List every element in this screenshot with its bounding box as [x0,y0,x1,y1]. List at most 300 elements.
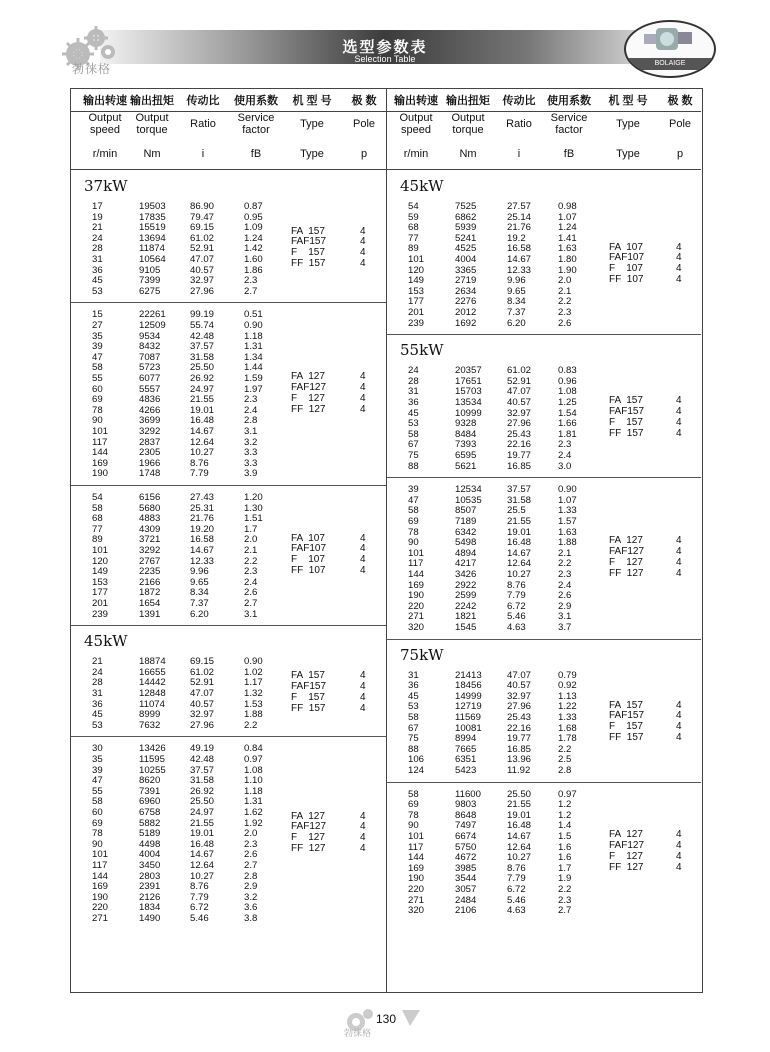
cell: 18874 [139,656,166,668]
cell: 26.92 [190,373,215,384]
cell: 1.51 [244,513,263,525]
cell: 9.96 [190,566,209,578]
cell: 58 [408,505,419,517]
cell: 45 [408,690,419,702]
cell: 9.65 [507,285,526,297]
type-label: FAF157 [291,681,327,693]
cell: 8484 [455,428,477,440]
cell: 2.6 [558,317,572,329]
cell: 2166 [139,576,161,588]
cell: 55 [92,373,103,384]
pole-block [360,372,366,415]
cell: 53 [408,418,419,430]
cell: 1.80 [558,254,577,265]
cell: 2.7 [244,860,258,871]
pole-value: 4 [360,247,366,259]
cell: 27.96 [507,418,532,430]
cell: 2.4 [244,404,258,416]
cell: 58 [92,362,103,374]
cell: 12848 [139,688,166,699]
cell: 10999 [455,407,482,419]
cell: 2.3 [244,838,258,850]
cell: 1748 [139,468,161,480]
cell: 4004 [139,849,161,861]
cell: 78 [408,809,419,821]
column-header [662,93,698,163]
cell: 2.5 [558,754,572,766]
cell: 2.1 [244,545,258,556]
cell: 7665 [455,743,477,755]
cell: 31 [92,254,103,265]
cell: 9.65 [190,576,209,588]
pole-value: 4 [360,381,366,393]
cell: 190 [408,873,425,885]
cell: 77 [92,523,103,535]
cell: 12.64 [190,436,215,448]
cell: 4672 [455,852,477,864]
column-header-unit: fB [563,148,575,160]
cell: 16.48 [507,820,532,832]
cell: 2.7 [558,905,572,917]
cell: 31.58 [190,351,215,363]
type-block [609,396,644,439]
header-separator [71,169,701,170]
pole-block [676,830,682,873]
cell: 6275 [139,285,161,297]
cell: 1.34 [244,351,263,363]
cell: 21.55 [190,394,215,406]
cell: 1545 [455,622,477,633]
cell: 27.57 [507,201,532,212]
cell: 52.91 [190,243,215,255]
column-header-cn: 传动比 [186,95,220,107]
cell: 19.77 [507,733,532,745]
cell: 1.54 [558,407,577,419]
cell: 3.6 [244,902,258,914]
cell: 24 [408,365,419,377]
cell: 2.0 [244,534,258,546]
cell: 5750 [455,841,477,853]
cell: 47.07 [190,688,215,699]
cell: 169 [92,457,109,469]
cell: 47.07 [190,254,215,265]
type-label: FA 127 [291,371,325,383]
cell: 10.27 [507,852,532,864]
cell: 1.10 [244,775,263,787]
type-label: F 127 [291,832,325,844]
cell: 40.57 [190,698,215,710]
cell: 2.1 [558,285,572,297]
cell: 117 [408,558,424,570]
cell: 11595 [139,754,165,765]
type-label: FAF127 [291,381,327,393]
cell: 7.79 [190,891,209,903]
cell: 8.76 [190,881,209,893]
cell: 5.46 [507,894,526,906]
cell: 54 [408,201,419,212]
cell: 8999 [139,709,161,721]
cell: 19.01 [190,404,215,416]
cell: 90 [92,838,103,850]
pole-value: 4 [676,546,682,558]
cell: 11600 [455,788,481,800]
cell: 19503 [139,201,166,212]
cell: 99.19 [190,309,215,321]
cell: 24 [92,232,103,244]
type-label: FAF127 [291,821,327,833]
cell: 101 [92,545,109,556]
cell: 3292 [139,545,161,556]
cell: 27.43 [190,492,215,503]
cell: 1.41 [558,232,577,244]
type-block [291,227,326,270]
cell: 2391 [139,881,161,893]
cell: 14.67 [507,547,532,559]
group-separator [387,639,701,640]
cell: 13534 [455,397,482,408]
cell: 120 [92,555,109,567]
cell: 201 [92,598,109,609]
type-block [609,536,644,579]
cell: 1.24 [558,222,577,234]
column-header [497,93,541,163]
cell: 1490 [139,913,161,924]
cell: 5557 [139,383,161,395]
cell: 220 [92,902,109,914]
cell: 2.0 [558,275,572,287]
cell: 2305 [139,447,161,459]
cell: 36 [92,698,103,710]
cell: 37.57 [507,484,532,496]
column-header-unit: p [360,148,368,160]
cell: 36 [408,397,419,408]
cell: 149 [92,566,109,578]
cell: 220 [408,600,425,612]
cell: 36 [92,264,103,276]
column-header-unit: Type [616,148,640,160]
cell: 31.58 [190,775,215,787]
cell: 9105 [139,264,161,276]
cell: 1.63 [558,526,577,538]
pole-block [360,534,366,577]
column-header-en: Pole [668,118,692,130]
pole-value: 4 [676,556,682,568]
cell: 2.2 [558,884,572,895]
cell: 88 [408,460,419,472]
cell: 31.58 [507,494,532,506]
cell: 61.02 [507,365,532,377]
cell: 1966 [139,457,161,469]
cell: 19.2 [507,232,526,244]
cell: 144 [408,852,425,864]
cell: 117 [92,860,108,871]
cell: 4894 [455,547,477,559]
cell: 6862 [455,211,477,223]
cell: 25.50 [190,362,215,374]
cell: 47 [92,351,103,363]
cell: 2.3 [558,894,572,906]
cell: 16.85 [507,743,532,755]
cell: 5723 [139,362,161,374]
cell: 25.50 [190,796,215,808]
section-title-37kW: 37kW [84,177,128,195]
pole-block [676,396,682,439]
cell: 15 [92,309,103,321]
cell: 101 [408,831,425,842]
cell: 1.97 [244,383,263,395]
cell: 58 [92,796,103,808]
cell: 14442 [139,677,166,689]
pole-value: 4 [676,710,682,722]
cell: 1872 [139,587,161,599]
cell: 19.20 [190,523,215,535]
cell: 2.3 [558,569,572,580]
column-header-en: Ratio [506,118,532,130]
cell: 0.84 [244,743,263,755]
cell: 8.76 [190,457,209,469]
cell: 6.72 [507,884,526,895]
cell: 1391 [139,608,161,620]
cell: 8.76 [507,862,526,874]
cell: 27 [92,320,103,331]
cell: 59 [408,211,419,223]
cell: 3426 [455,569,477,580]
column-header [181,93,225,163]
cell: 10.27 [190,870,215,882]
column-header-en: Output torque [451,112,485,136]
cell: 2.4 [244,576,258,588]
cell: 45 [92,709,103,721]
cell: 7.37 [190,598,209,609]
cell: 35 [92,754,103,765]
cell: 11874 [139,243,165,255]
group-separator [71,736,386,737]
type-label: FA 157 [291,225,325,237]
cell: 11569 [455,712,481,723]
column-header [442,93,494,163]
pole-value: 4 [676,263,682,275]
cell: 190 [92,891,109,903]
cell: 101 [408,254,425,265]
cell: 124 [408,765,425,776]
cell: 9.96 [507,275,526,287]
cell: 28 [92,243,103,255]
cell: 4498 [139,838,161,850]
cell: 2242 [455,600,477,612]
type-label: FAF157 [609,405,645,417]
cell: 58 [408,788,419,800]
cell: 61.02 [190,666,215,678]
cell: 2126 [139,891,161,903]
pole-value: 4 [676,405,682,417]
page-header [0,0,770,82]
cell: 5.46 [190,913,209,924]
cell: 1.90 [558,264,577,276]
pole-value: 4 [360,258,366,270]
cell: 20357 [455,365,482,377]
cell: 6156 [139,492,161,503]
cell: 7.79 [190,468,209,480]
cell: 1.18 [244,785,263,797]
cell: 6758 [139,807,161,818]
cell: 86.90 [190,201,215,212]
cell: 27.96 [190,285,215,297]
cell: 47.07 [507,386,532,398]
cell: 177 [92,587,109,599]
cell: 40.57 [507,680,532,692]
cell: 16655 [139,666,166,678]
cell: 2.2 [244,555,258,567]
section-title-75kW: 75kW [400,645,444,664]
pole-value: 4 [676,839,682,851]
cell: 5189 [139,828,161,840]
cell: 25.50 [507,788,532,800]
cell: 1.44 [244,362,263,374]
pole-value: 4 [676,861,682,873]
cell: 2.8 [244,415,258,427]
cell: 1.66 [558,418,577,430]
cell: 55 [92,785,103,797]
cell: 67 [408,722,419,734]
cell: 39 [92,341,103,353]
cell: 1.33 [558,505,577,517]
cell: 25.43 [507,712,532,723]
pole-value: 4 [360,403,366,415]
cell: 1.24 [244,232,263,244]
cell: 7.79 [507,873,526,885]
cell: 39 [92,764,103,776]
column-header-cn: 机 型 号 [608,95,648,107]
cell: 3292 [139,426,161,437]
column-header-unit: Type [300,148,324,160]
cell: 78 [408,526,419,538]
type-block [609,243,644,286]
type-label: FA 157 [609,699,643,711]
column-header [597,93,659,163]
cell: 17835 [139,211,166,223]
cell: 1.31 [244,341,263,353]
column-header-en: Output speed [399,112,433,136]
pole-value: 4 [360,821,366,833]
cell: 1.81 [558,428,577,440]
cell: 1692 [455,317,477,329]
cell: 2106 [455,905,477,917]
pole-value: 4 [676,416,682,428]
cell: 12.33 [190,555,215,567]
cell: 144 [408,569,425,580]
cell: 9803 [455,799,477,811]
cell: 3057 [455,884,477,895]
cell: 5241 [455,232,477,244]
badge-brand: BOLAIGE [626,58,714,70]
cell: 6351 [455,754,477,766]
column-header [346,93,382,163]
cell: 90 [408,537,419,549]
cell: 1.22 [558,701,577,713]
cell: 101 [92,849,109,861]
cell: 1.2 [558,799,572,811]
cell: 7.79 [507,590,526,602]
cell: 10255 [139,764,166,776]
column-header-cn: 使用系数 [234,95,278,107]
cell: 2235 [139,566,161,578]
cell: 69.15 [190,222,215,234]
cell: 19.77 [507,450,532,461]
cell: 16.58 [190,534,215,546]
cell: 36 [408,680,419,692]
column-header-unit: Nm [143,148,161,160]
cell: 5.46 [507,611,526,623]
cell: 1.31 [244,796,263,808]
cell: 77 [408,232,419,244]
cell: 16.48 [190,838,215,850]
type-label: F 157 [291,691,325,703]
pole-block [676,701,682,744]
cell: 3.1 [558,611,572,623]
cell: 1.88 [558,537,577,549]
cell: 7391 [139,785,161,797]
cell: 1.53 [244,698,263,710]
cell: 19.01 [190,828,215,840]
cell: 6.72 [190,902,209,914]
cell: 14.67 [190,545,215,556]
cell: 0.79 [558,669,577,681]
cell: 4309 [139,523,161,535]
pole-value: 4 [360,371,366,383]
cell: 3544 [455,873,477,885]
page-title: 选型参数表 [342,38,428,56]
cell: 3.3 [244,447,258,459]
cell: 7087 [139,351,161,363]
column-header-unit: r/min [403,148,429,160]
page-subtitle: Selection Table [354,54,416,64]
column-header-en: Output speed [88,112,122,136]
column-header-en: Type [616,118,640,130]
cell: 3985 [455,862,477,874]
cell: 39 [408,484,419,496]
section-title-55kW: 55kW [400,341,444,360]
cell: 1.6 [558,852,572,864]
cell: 4217 [455,558,477,570]
cell: 25.14 [507,211,532,223]
gearbox-image [626,22,714,62]
cell: 239 [408,317,425,329]
cell: 0.90 [558,484,577,496]
cell: 2276 [455,296,477,308]
cell: 55.74 [190,320,215,331]
cell: 271 [408,894,425,906]
cell: 1.78 [558,733,577,745]
column-header [541,93,597,163]
cell: 6342 [455,526,477,538]
column-header [281,93,343,163]
cell: 6.20 [190,608,209,620]
cell: 3450 [139,860,161,871]
cell: 18456 [455,680,482,692]
cell: 89 [408,243,419,255]
cell: 271 [408,611,425,623]
pole-value: 4 [360,702,366,714]
column-header-unit: i [201,148,205,160]
column-header-cn: 输出转速 [394,95,438,107]
pole-value: 4 [360,543,366,555]
cell: 89 [92,534,103,546]
cell: 0.92 [558,680,577,692]
cell: 24.97 [190,383,215,395]
pole-block [676,243,682,286]
cell: 16.48 [507,537,532,549]
cell: 7632 [139,719,161,731]
